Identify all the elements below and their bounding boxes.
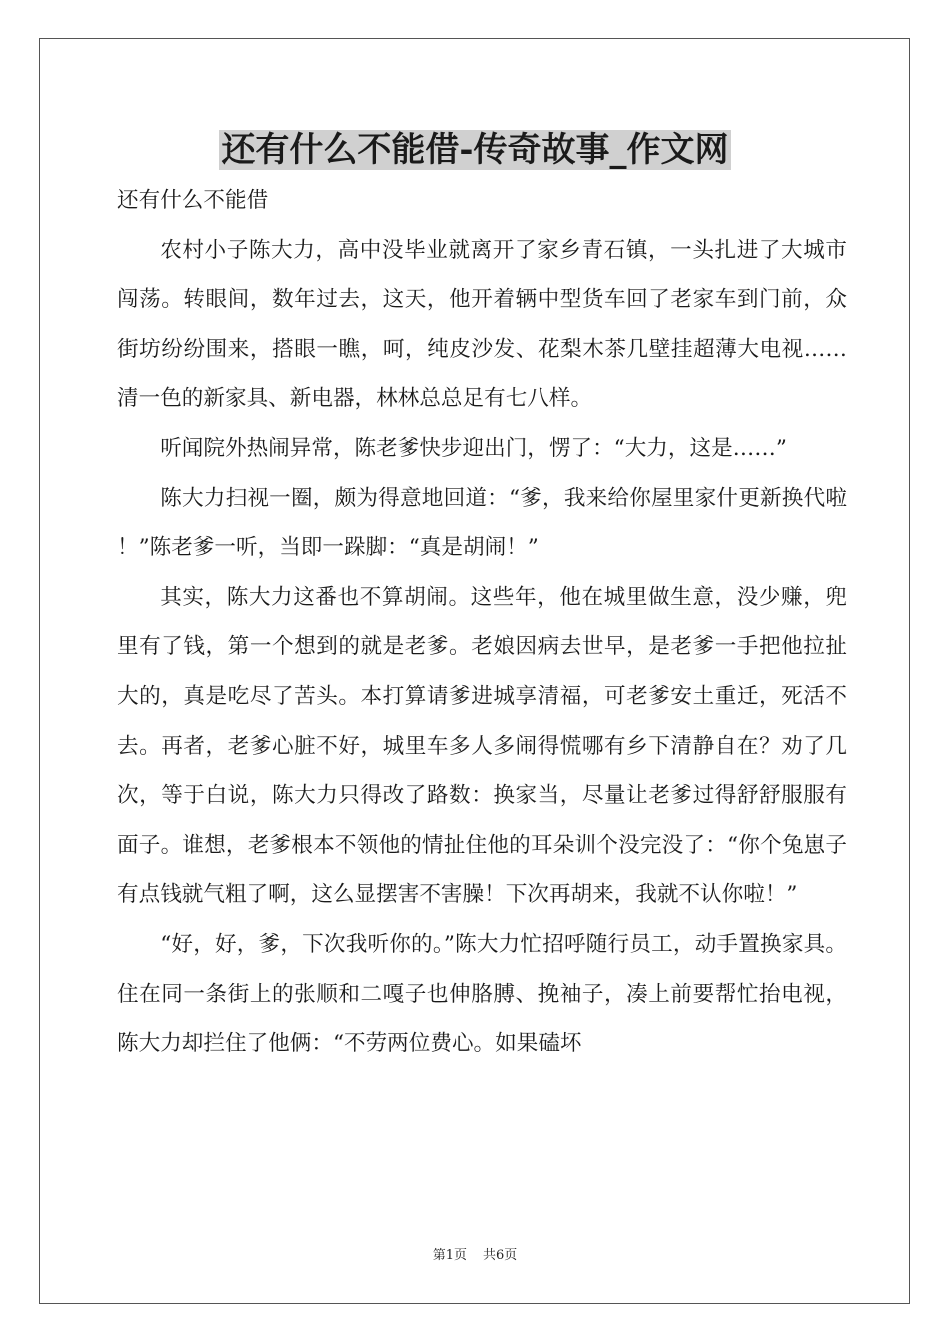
page-footer (0, 1246, 950, 1266)
paragraph-3: 陈大力扫视一圈，颇为得意地回道：“爹，我来给你屋里家什更新换代啦！”陈老爹一听，当即一跺脚：“真是胡闹！” (117, 485, 847, 561)
document-subtitle: 还有什么不能借 (117, 188, 269, 213)
document-body (117, 176, 847, 1069)
page-total: 共6页 (483, 1248, 518, 1263)
document-title-text: 还有什么不能借-传奇故事_作文网 (221, 130, 729, 170)
page-number: 第1页 (432, 1248, 467, 1263)
paragraph-2: 听闻院外热闹异常，陈老爹快步迎出门，愣了：“大力，这是……” (160, 435, 787, 461)
paragraph-1: 农村小子陈大力，高中没毕业就离开了家乡青石镇，一头扎进了大城市闯荡。转眼间，数年过去，这天，他开着辆中型货车回了老家车到门前，众街坊纷纷围来，搭眼一瞧，呵，纯皮沙发、花梨木茶几壁挂超薄大电视……清一色的新家具、新电器，林林总总足有七八样。 (117, 237, 847, 412)
document-title (0, 126, 950, 174)
paragraph-5: “好，好，爹，下次我听你的。”陈大力忙招呼随行员工，动手置换家具。住在同一条街上的张顺和二嘎子也伸胳膊、挽袖子，凑上前要帮忙抬电视，陈大力却拦住了他俩：“不劳两位费心。如果磕坏 (117, 931, 847, 1057)
paragraph-4: 其实，陈大力这番也不算胡闹。这些年，他在城里做生意，没少赚，兜里有了钱，第一个想到的就是老爹。老娘因病去世早，是老爹一手把他拉扯大的，真是吃尽了苦头。本打算请爹进城享清福，可老爹安土重迁，死活不去。再者，老爹心脏不好，城里车多人多闹得慌哪有乡下清静自在？劝了几次，等于白说，陈大力只得改了路数：换家当，尽量让老爹过得舒舒服服有面子。谁想，老爹根本不领他的情扯住他的耳朵训个没完没了：“你个兔崽子有点钱就气粗了啊，这么显摆害不害臊！下次再胡来，我就不认你啦！” (117, 584, 847, 908)
